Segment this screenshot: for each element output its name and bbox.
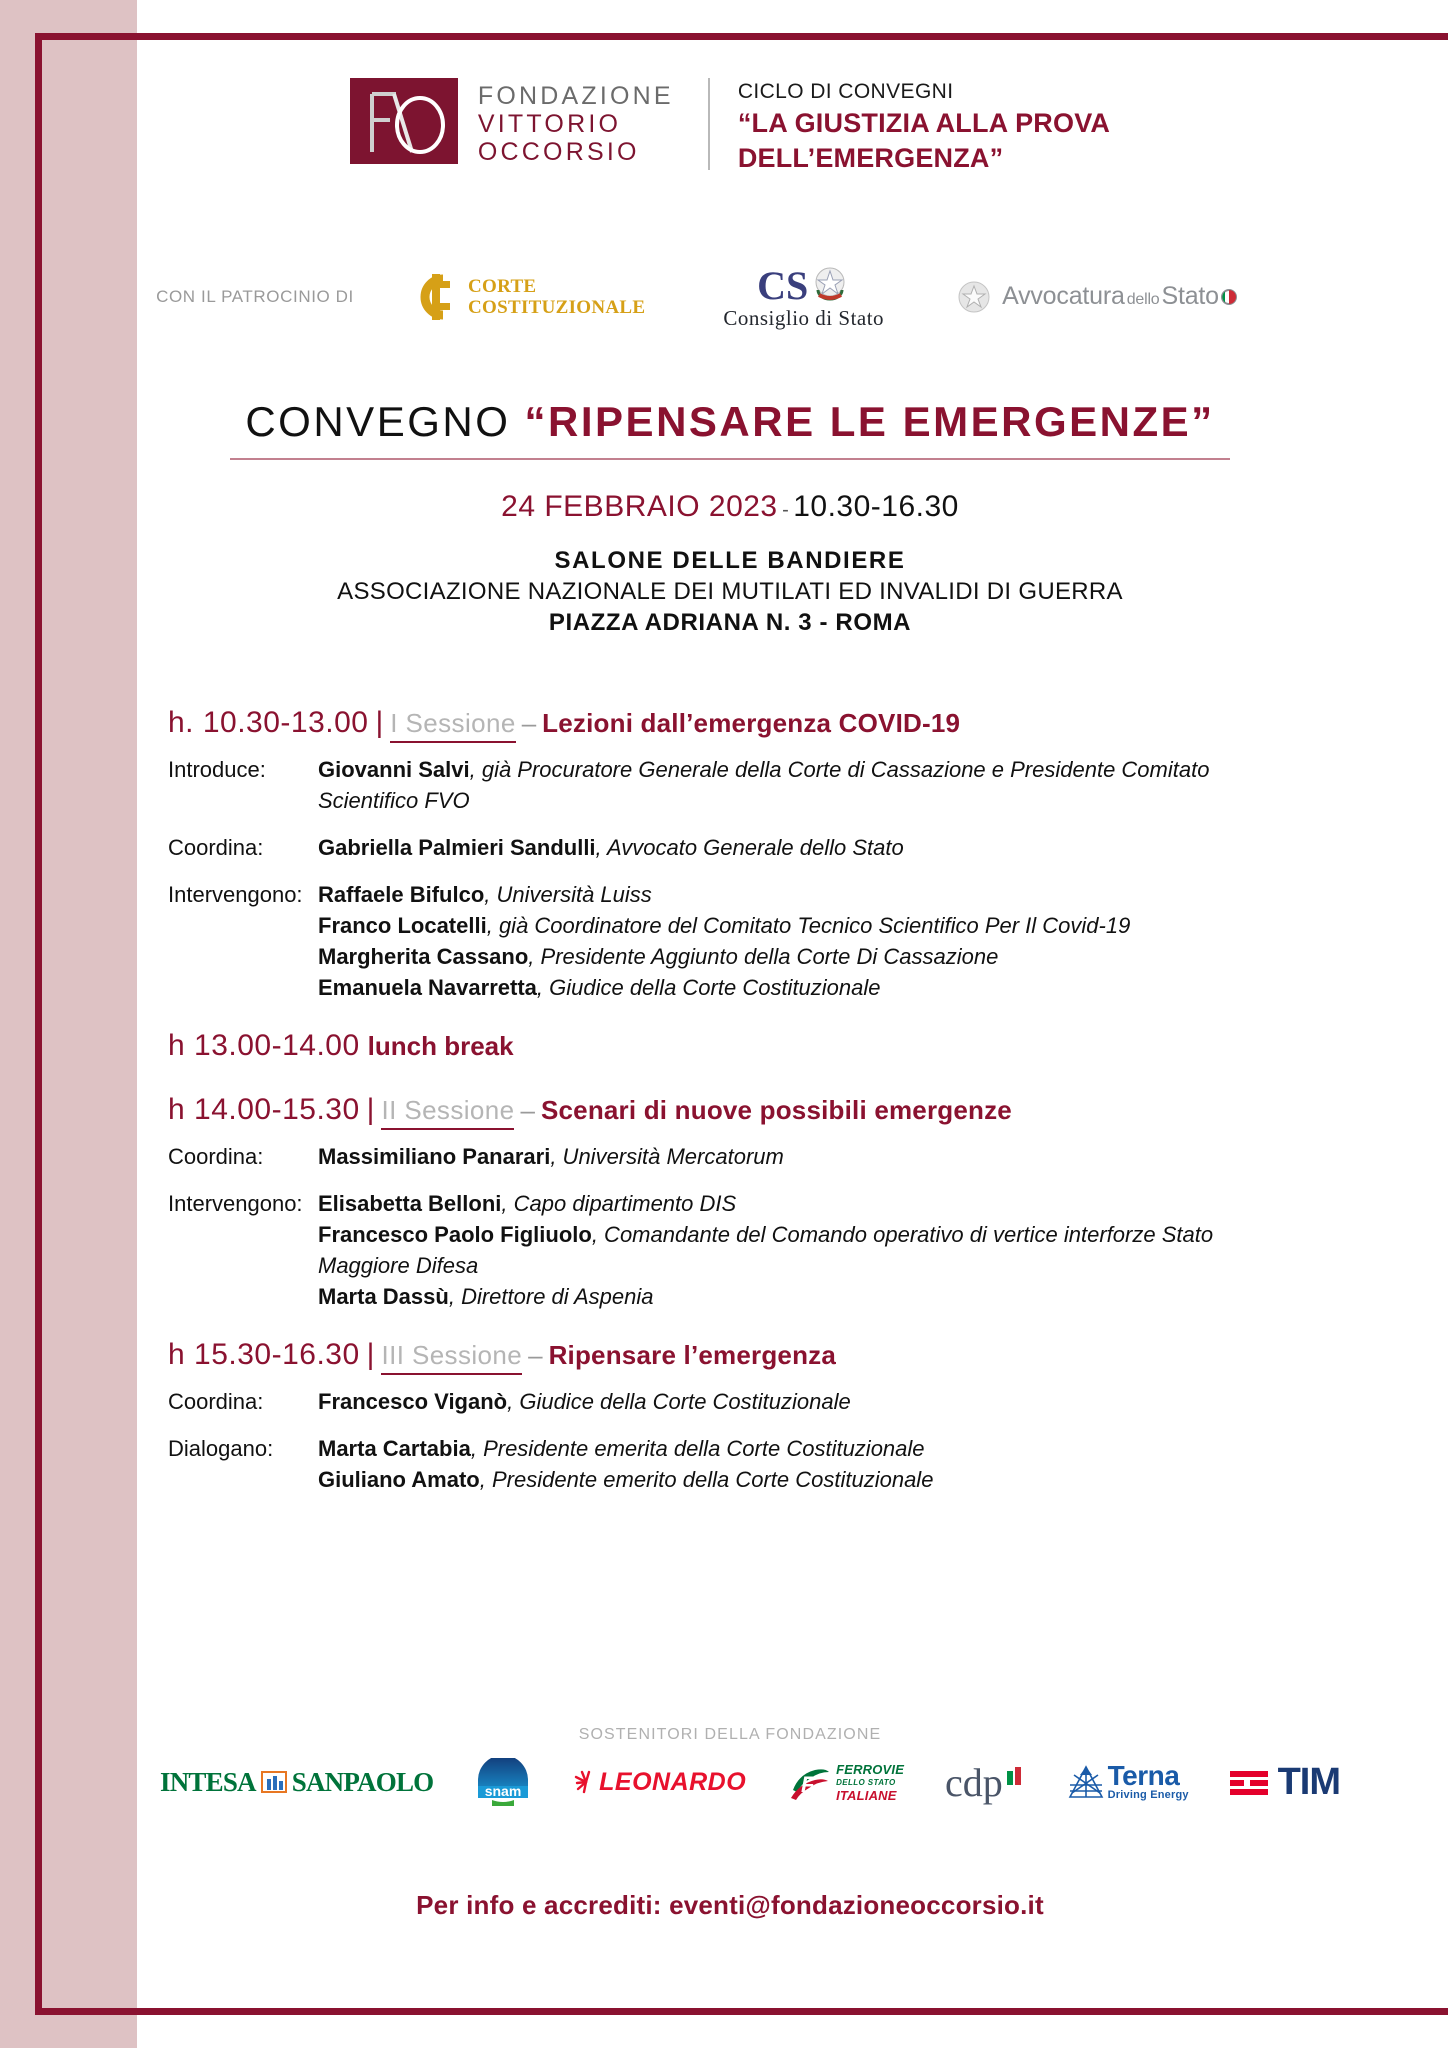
title-underline [230,458,1230,460]
session-rows [168,1386,1308,1495]
person-entry [318,754,1308,816]
program-row [168,754,1308,816]
tricolor-circle-icon [1220,288,1238,306]
patronage-row [140,262,1320,331]
program-role: Introduce: [168,757,266,782]
person-name: Emanuela Navarretta [318,975,537,1000]
person-entry [318,1219,1308,1281]
session-number: I Sessione [390,708,515,743]
person-name: Francesco Viganò [318,1389,508,1414]
foundation-line-1: FONDAZIONE [477,82,674,110]
person-entry [318,1464,1308,1495]
lunch-time: h 13.00-14.00 [168,1029,360,1062]
person-name: Franco Locatelli [318,913,487,938]
foundation-name [478,78,674,166]
event-time: 10.30-16.30 [793,490,959,523]
person-name: Marta Dassù [318,1284,449,1309]
session-title: Ripensare l’emergenza [548,1340,837,1370]
sponsor-tim [1230,1761,1340,1804]
program-row [168,1386,1308,1417]
program-role: Coordina: [168,1144,264,1169]
avvocatura-part-2: dello [1126,291,1160,308]
ferrovie-line-3: ITALIANE [836,1787,897,1803]
session-dash: – [521,708,537,738]
person-name: Elisabetta Belloni [318,1191,502,1216]
terna-grid-icon [1066,1763,1106,1801]
session-time: h 15.30-16.30 [168,1338,360,1371]
series-title-line-1: “LA GIUSTIZIA ALLA PROVA [737,108,1111,138]
foundation-line-2: VITTORIO [477,110,622,138]
leonardo-wordmark: LEONARDO [599,1767,747,1796]
session-dash: – [520,1095,535,1125]
person-title: , Presidente emerito della Corte Costituzionale [479,1467,934,1492]
session-bar: | [366,1338,375,1371]
program-role: Coordina: [168,1389,264,1414]
session-heading [168,706,1308,740]
svg-text:F: F [801,1772,815,1797]
session-heading [168,1338,1308,1372]
session-title: Scenari di nuove possibili emergenze [540,1095,1012,1125]
tim-wordmark: TIM [1277,1760,1340,1803]
person-entry [318,941,1308,972]
intesa-building-icon [261,1771,287,1793]
sponsors-row [140,1758,1360,1806]
intesa-part-1: INTESA [160,1766,256,1797]
sponsors-label: SOSTENITORI DELLA FONDAZIONE [578,1726,882,1743]
program-people [318,1386,1308,1417]
session-number: II Sessione [381,1095,514,1130]
patron-avvocatura-dello-stato [956,279,1238,315]
venue-organization: ASSOCIAZIONE NAZIONALE DEI MUTILATI ED INVALIDI DI GUERRA [337,578,1123,605]
person-name: Marta Cartabia [318,1436,471,1461]
person-title: , già Coordinatore del Comitato Tecnico Scientifico Per Il Covid-19 [486,913,1131,938]
person-title: , Comandante del Comando operativo di vertice interforze Stato Maggiore Difesa [318,1222,1214,1278]
corte-costituzionale-name [468,276,645,318]
consiglio-monogram: CS [757,263,809,308]
session-title: Lezioni dall’emergenza COVID-19 [542,708,961,738]
sponsor-ferrovie [787,1760,904,1804]
program-schedule [168,706,1308,1521]
event-title [140,398,1320,446]
person-title: , Giudice della Corte Costituzionale [536,975,881,1000]
person-entry [318,879,1308,910]
person-title: , Direttore di Aspenia [448,1284,654,1309]
person-entry [318,1433,1308,1464]
person-entry [318,972,1308,1003]
session-rows [168,1141,1308,1312]
person-title: , Giudice della Corte Costituzionale [507,1389,851,1414]
venue-name: SALONE DELLE BANDIERE [554,547,906,574]
lunch-label: lunch break [367,1031,514,1061]
program-people [318,1433,1308,1495]
intesa-part-2: SANPAOLO [291,1766,434,1797]
consiglio-di-stato-name: Consiglio di Stato [723,306,885,330]
person-title: , Università Luiss [484,882,652,907]
tim-bars-icon [1230,1767,1272,1797]
sponsor-leonardo [573,1768,746,1797]
venue-address: PIAZZA ADRIANA N. 3 - ROMA [548,609,912,636]
ferrovie-line-2: DELLO STATO [836,1777,896,1787]
lunch-break-heading [168,1029,1308,1063]
ferrovie-wordmark [836,1763,904,1802]
sponsor-terna [1066,1760,1189,1801]
corte-name-line-2: COSTITUZIONALE [468,296,646,318]
avvocatura-part-1: Avvocatura [1002,282,1125,310]
event-dateline [140,490,1320,524]
program-row [168,832,1308,863]
series-label: CICLO DI CONVEGNI [737,80,954,103]
consiglio-emblem-icon [723,262,884,308]
person-entry [318,832,1308,863]
session-rows [168,754,1308,1003]
person-name: Francesco Paolo Figliuolo [318,1222,592,1247]
program-people [318,832,1308,863]
sponsor-cdp [945,1759,1025,1806]
avvocatura-part-3: Stato [1161,282,1219,310]
ferrovie-line-1: FERROVIE [836,1761,905,1777]
patronage-label: CON IL PATROCINIO DI [156,286,354,306]
person-name: Margherita Cassano [318,944,529,969]
person-entry [318,1141,1308,1172]
person-name: Massimiliano Panarari [318,1144,551,1169]
program-role: Coordina: [168,835,264,860]
program-people [318,754,1308,816]
session-dash: – [528,1340,543,1370]
person-title: , Università Mercatorum [550,1144,784,1169]
snam-logo-icon [474,1758,532,1806]
fvo-logo-mark-icon [350,78,458,164]
cdp-flag-icon [1005,1767,1025,1797]
session-number: III Sessione [381,1340,522,1375]
person-name: Raffaele Bifulco [318,882,485,907]
person-name: Giuliano Amato [318,1467,480,1492]
series-title-line-2: DELL’EMERGENZA” [737,143,1004,173]
program-people [318,879,1308,1003]
patron-consiglio-di-stato [723,262,884,331]
header-divider [708,78,710,170]
person-title: , Presidente emerita della Corte Costituzionale [470,1436,925,1461]
program-people [318,1141,1308,1172]
session-time: h 14.00-15.30 [168,1093,360,1126]
date-time-separator: - [782,499,789,521]
patron-corte-costituzionale [412,270,645,324]
event-title-block [140,398,1320,460]
person-title: , Presidente Aggiunto della Corte Di Cassazione [528,944,999,969]
person-entry [318,1386,1308,1417]
program-row [168,1433,1308,1495]
foundation-line-3: OCCORSIO [477,138,640,166]
terna-tagline: Driving Energy [1107,1789,1189,1801]
person-title: , già Procuratore Generale della Corte di Cassazione e Presidente Comitato Scientifico FVO [318,757,1210,813]
title-prefix: CONVEGNO [245,398,511,445]
program-role: Dialogano: [168,1436,274,1461]
session-heading [168,1093,1308,1127]
corte-costituzionale-emblem-icon [412,270,456,324]
program-role: Intervengono: [168,1191,303,1216]
person-name: Gabriella Palmieri Sandulli [318,835,596,860]
event-venue-block [140,545,1320,638]
person-entry [318,1188,1308,1219]
session-time: h. 10.30-13.00 [168,706,369,739]
leonardo-burst-icon [573,1769,599,1795]
poster-header [140,78,1320,174]
corte-name-line-1: CORTE [468,275,537,297]
person-title: , Avvocato Generale dello Stato [595,835,904,860]
cdp-wordmark: cdp [945,1759,1003,1805]
event-date: 24 FEBBRAIO 2023 [501,490,778,523]
avvocatura-name [1002,282,1238,311]
terna-wordmark: Terna [1107,1760,1180,1791]
person-entry [318,910,1308,941]
intesa-sanpaolo-logo-icon [160,1767,433,1798]
title-main: “RIPENSARE LE EMERGENZE” [524,398,1215,445]
person-name: Giovanni Salvi [318,757,470,782]
program-row [168,1188,1308,1312]
person-title: , Capo dipartimento DIS [501,1191,737,1216]
program-role: Intervengono: [168,882,303,907]
fvo-logo [350,78,674,166]
sponsor-snam [474,1758,532,1806]
program-row [168,879,1308,1003]
series-block [738,78,1110,174]
sponsor-intesa-sanpaolo [160,1767,433,1798]
svg-text:snam: snam [484,1783,522,1799]
avvocatura-emblem-icon [956,279,992,315]
program-row [168,1141,1308,1172]
person-entry [318,1281,1308,1312]
session-bar: | [375,706,384,739]
session-bar: | [366,1093,375,1126]
ferrovie-logo-icon [787,1760,833,1804]
program-people [318,1188,1308,1312]
footer-contact: Per info e accrediti: eventi@fondazioneoccorsio.it [416,1890,1044,1920]
